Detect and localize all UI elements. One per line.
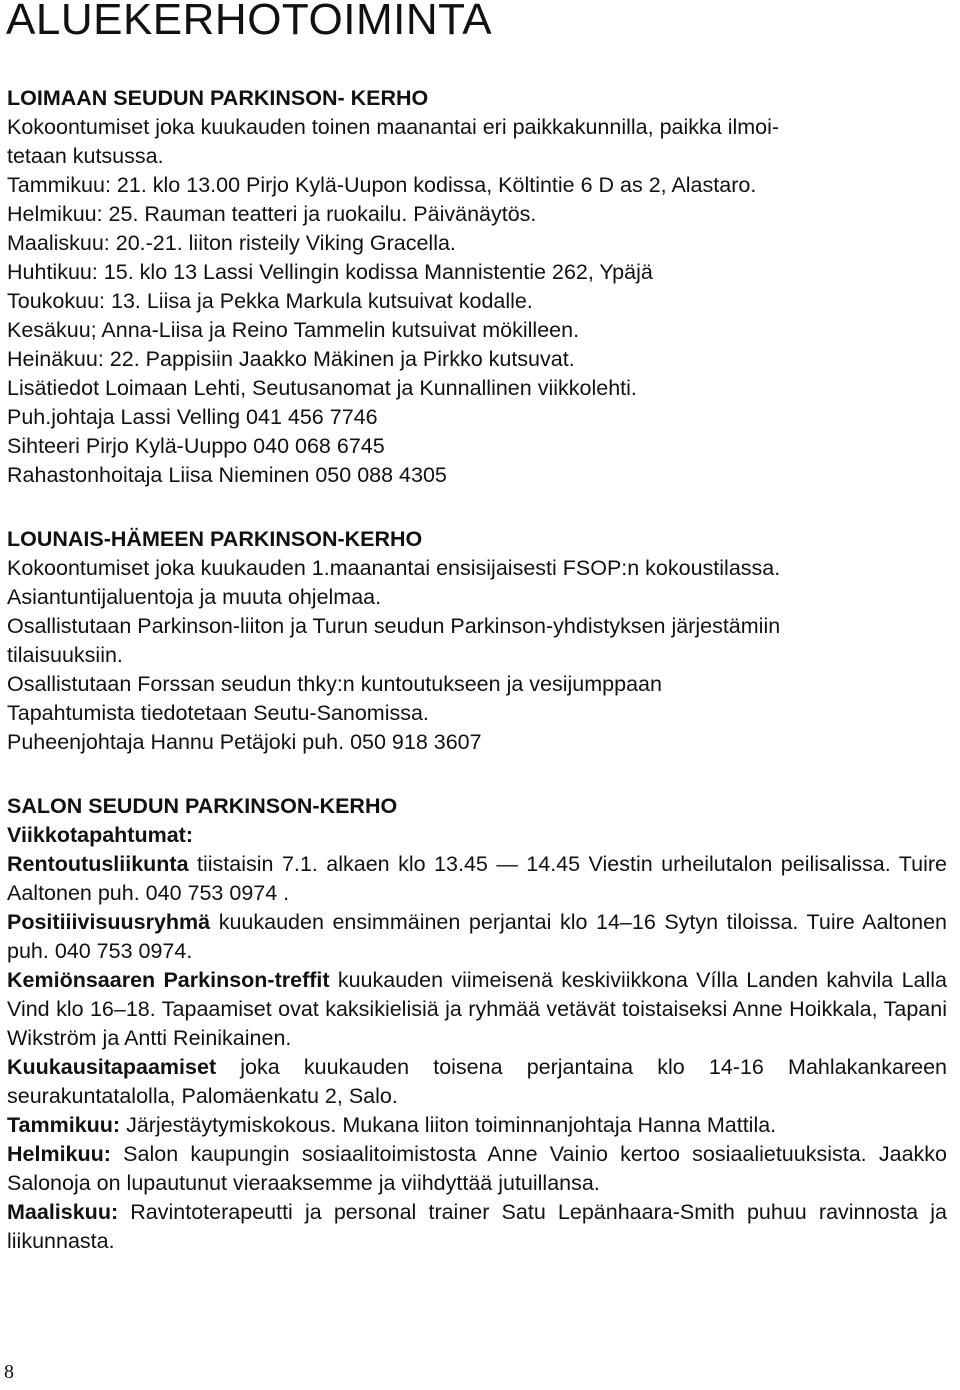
text-line: Kokoontumiset joka kuukauden toinen maanantai eri paikkakunnilla, paikka ilmoi-: [7, 115, 780, 139]
event-label: Positiiivisuusryhmä: [7, 910, 211, 934]
event-text: tiistaisin 7.1. alkaen klo 13.45 — 14.45 Viestin urheilutalon peilisalissa. Tuire Aaltonen puh. 040 753 0974 .: [7, 852, 947, 905]
page-title: ALUEKERHOTOIMINTA: [6, 0, 493, 44]
section-lounais-hame: [7, 525, 947, 757]
section-heading: LOUNAIS-HÄMEEN PARKINSON-KERHO: [7, 527, 423, 551]
text-line: tilaisuuksiin.: [7, 643, 123, 667]
section-heading: LOIMAAN SEUDUN PARKINSON- KERHO: [7, 86, 429, 110]
event-paragraph: [7, 1198, 947, 1256]
text-line: Heinäkuu: 22. Pappisiin Jaakko Mäkinen ja Pirkko kutsuvat.: [7, 347, 575, 371]
section-salo: [7, 792, 947, 1256]
event-paragraph: [7, 966, 947, 1053]
document-body: [7, 84, 947, 1291]
sub-heading: Viikkotapahtumat:: [7, 823, 193, 847]
event-paragraph: [7, 1111, 947, 1140]
event-text: kuukauden ensimmäinen perjantai klo 14–16 Sytyn tiloissa. Tuire Aaltonen puh. 040 753 0974.: [7, 910, 947, 963]
event-text: Järjestäytymiskokous. Mukana liiton toiminnanjohtaja Hanna Mattila.: [120, 1113, 777, 1137]
section-heading: SALON SEUDUN PARKINSON-KERHO: [7, 794, 398, 818]
text-line: Tammikuu: 21. klo 13.00 Pirjo Kylä-Uupon kodissa, Költintie 6 D as 2, Alastaro.: [7, 173, 757, 197]
event-label: Kemiönsaaren Parkinson-treffit: [7, 968, 330, 992]
text-line: Tapahtumista tiedotetaan Seutu-Sanomissa.: [7, 701, 429, 725]
text-line: Maaliskuu: 20.-21. liiton risteily Viking Gracella.: [7, 231, 456, 255]
text-line: Puh.johtaja Lassi Velling 041 456 7746: [7, 405, 378, 429]
event-label: Helmikuu:: [7, 1142, 111, 1166]
event-label: Maaliskuu:: [7, 1200, 119, 1224]
text-line: Puheenjohtaja Hannu Petäjoki puh. 050 918 3607: [7, 730, 482, 754]
event-paragraph: [7, 1053, 947, 1111]
text-line: Huhtikuu: 15. klo 13 Lassi Vellingin kodissa Mannistentie 262, Ypäjä: [7, 260, 653, 284]
text-line: Asiantuntijaluentoja ja muuta ohjelmaa.: [7, 585, 382, 609]
event-paragraph: [7, 1140, 947, 1198]
text-line: Osallistutaan Parkinson-liiton ja Turun seudun Parkinson-yhdistyksen järjestämiin: [7, 614, 781, 638]
text-line: Sihteeri Pirjo Kylä-Uuppo 040 068 6745: [7, 434, 385, 458]
text-line: Kesäkuu; Anna-Liisa ja Reino Tammelin kutsuivat mökilleen.: [7, 318, 580, 342]
event-text: Ravintoterapeutti ja personal trainer Satu Lepänhaara-Smith puhuu ravinnosta ja liikunnasta.: [7, 1200, 947, 1253]
text-line: Rahastonhoitaja Liisa Nieminen 050 088 4305: [7, 463, 447, 487]
event-paragraph: [7, 908, 947, 966]
text-line: Toukokuu: 13. Liisa ja Pekka Markula kutsuivat kodalle.: [7, 289, 533, 313]
section-loimaa: [7, 84, 947, 490]
event-paragraph: [7, 850, 947, 908]
text-line: Helmikuu: 25. Rauman teatteri ja ruokailu. Päivänäytös.: [7, 202, 537, 226]
event-text: joka kuukauden toisena perjantaina klo 14-16 Mahlakankareen seurakuntatalolla, Palomäenkatu 2, Salo.: [7, 1055, 947, 1108]
text-line: Kokoontumiset joka kuukauden 1.maanantai ensisijaisesti FSOP:n kokoustilassa.: [7, 556, 781, 580]
text-line: tetaan kutsussa.: [7, 144, 164, 168]
event-text: Salon kaupungin sosiaalitoimistosta Anne Vainio kertoo sosiaalietuuksista. Jaakko Salonoja on lupautunut vieraaksemme ja viihdyttää jutuillansa.: [7, 1142, 947, 1195]
page-number: 8: [4, 1361, 14, 1383]
event-label: Tammikuu:: [7, 1113, 121, 1137]
event-text: kuukauden viimeisenä keskiviikkona Vílla Landen kahvila Lalla Vind klo 16–18. Tapaamiset ovat kaksikielisiä ja ryhmää vetävät toistaiseksi Anne Hoikkala, Tapani Wikström ja Antti Reinikainen.: [7, 968, 947, 1050]
event-label: Rentoutusliikunta: [7, 852, 189, 876]
text-line: Lisätiedot Loimaan Lehti, Seutusanomat ja Kunnallinen viikkolehti.: [7, 376, 637, 400]
event-label: Kuukausitapaamiset: [7, 1055, 217, 1079]
text-line: Osallistutaan Forssan seudun thky:n kuntoutukseen ja vesijumppaan: [7, 672, 662, 696]
